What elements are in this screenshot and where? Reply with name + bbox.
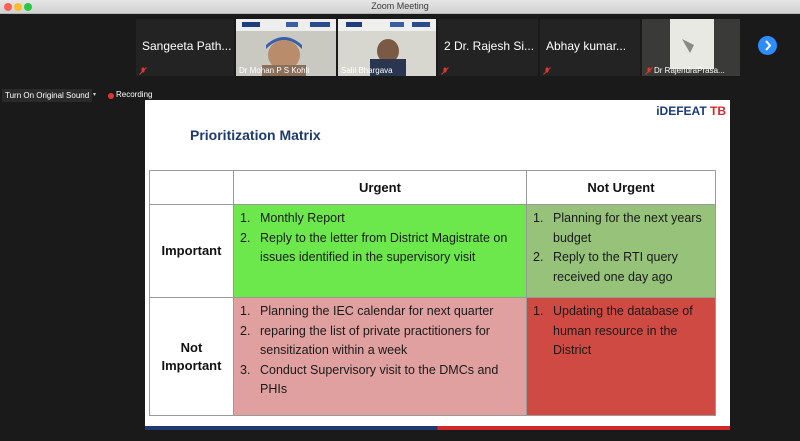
participant-name: 2 Dr. Rajesh Si... bbox=[444, 39, 535, 53]
muted-mic-icon bbox=[139, 67, 147, 75]
participant-tile[interactable] bbox=[540, 19, 640, 76]
participant-tile[interactable] bbox=[338, 19, 436, 76]
list-item bbox=[238, 302, 520, 322]
corner-cell bbox=[150, 171, 234, 205]
brand-logo bbox=[656, 104, 726, 118]
item-list bbox=[234, 298, 526, 404]
item-number: 2. bbox=[240, 230, 251, 245]
item-list bbox=[527, 205, 715, 291]
chevron-down-icon[interactable]: ▾ bbox=[93, 92, 97, 98]
list-item bbox=[531, 302, 709, 361]
cell-important-not-urgent bbox=[527, 205, 716, 298]
item-text: Conduct Supervisory visit to the DMCs and PHIs bbox=[260, 362, 499, 396]
participant-tile[interactable] bbox=[236, 19, 336, 76]
cell-not-important-urgent bbox=[234, 298, 527, 416]
list-item bbox=[238, 361, 520, 400]
item-number: 1. bbox=[240, 304, 251, 318]
participant-name: Abhay kumar... bbox=[546, 39, 627, 53]
cell-important-urgent bbox=[234, 205, 527, 298]
muted-mic-icon bbox=[441, 67, 449, 75]
chevron-right-icon bbox=[758, 36, 777, 55]
brand-tb: TB bbox=[710, 104, 726, 118]
item-number: 1. bbox=[240, 211, 251, 225]
item-text: Reply to the letter from District Magistrate on issues identified in the supervisory visit bbox=[260, 230, 508, 264]
list-item bbox=[531, 209, 709, 248]
item-text: reparing the list of private practitioners for sensitization within a week bbox=[260, 323, 490, 357]
item-list bbox=[234, 205, 526, 272]
participant-tile[interactable] bbox=[136, 19, 234, 76]
item-number: 3. bbox=[240, 362, 251, 377]
participant-name: Dr Mohan P S Kohli bbox=[239, 66, 310, 75]
participant-tile[interactable] bbox=[438, 19, 538, 76]
slide-footer-bar bbox=[145, 426, 730, 430]
item-number: 1. bbox=[533, 304, 544, 318]
participant-name: Salil Bhargava bbox=[341, 66, 393, 75]
list-item bbox=[531, 248, 709, 287]
original-sound-button[interactable]: Turn On Original Sound bbox=[2, 89, 92, 102]
row-header-not-important bbox=[150, 298, 234, 416]
window-title-bar bbox=[0, 0, 800, 14]
cell-not-important-not-urgent bbox=[527, 298, 716, 416]
muted-mic-icon bbox=[543, 67, 551, 75]
item-text: Monthly Report bbox=[260, 211, 345, 225]
list-item bbox=[238, 229, 520, 268]
recording-icon bbox=[108, 93, 114, 99]
slide-title: Prioritization Matrix bbox=[190, 127, 321, 143]
item-list bbox=[527, 298, 715, 365]
prioritization-matrix bbox=[149, 170, 716, 416]
participant-name: Dr RajendraPrasa... bbox=[654, 66, 725, 75]
list-item bbox=[238, 209, 520, 229]
column-header-not-urgent: Not Urgent bbox=[527, 171, 716, 205]
row-header-important-2: Important bbox=[161, 357, 222, 373]
item-number: 1. bbox=[533, 211, 544, 225]
brand-idefeat: iDEFEAT bbox=[656, 104, 707, 118]
participant-name: Sangeeta Path... bbox=[142, 39, 232, 53]
list-item bbox=[238, 322, 520, 361]
row-header-important: Important bbox=[150, 205, 234, 298]
recording-label: Recording bbox=[116, 90, 153, 99]
row-header-not: Not bbox=[180, 339, 203, 355]
column-header-urgent: Urgent bbox=[234, 171, 527, 205]
muted-mic-icon bbox=[645, 67, 653, 75]
shared-slide bbox=[145, 100, 730, 430]
item-number: 2. bbox=[240, 323, 251, 338]
next-page-button[interactable] bbox=[758, 36, 777, 55]
item-text: Planning the IEC calendar for next quarter bbox=[260, 304, 494, 318]
participant-strip bbox=[0, 14, 800, 82]
window-title: Zoom Meeting bbox=[371, 1, 429, 11]
item-number: 2. bbox=[533, 250, 544, 264]
item-text: Planning for the next years budget bbox=[553, 211, 702, 245]
participant-tile[interactable] bbox=[642, 19, 740, 76]
item-text: Reply to the RTI query received one day ago bbox=[553, 250, 678, 284]
item-text: Updating the database of human resource in the District bbox=[553, 304, 693, 357]
